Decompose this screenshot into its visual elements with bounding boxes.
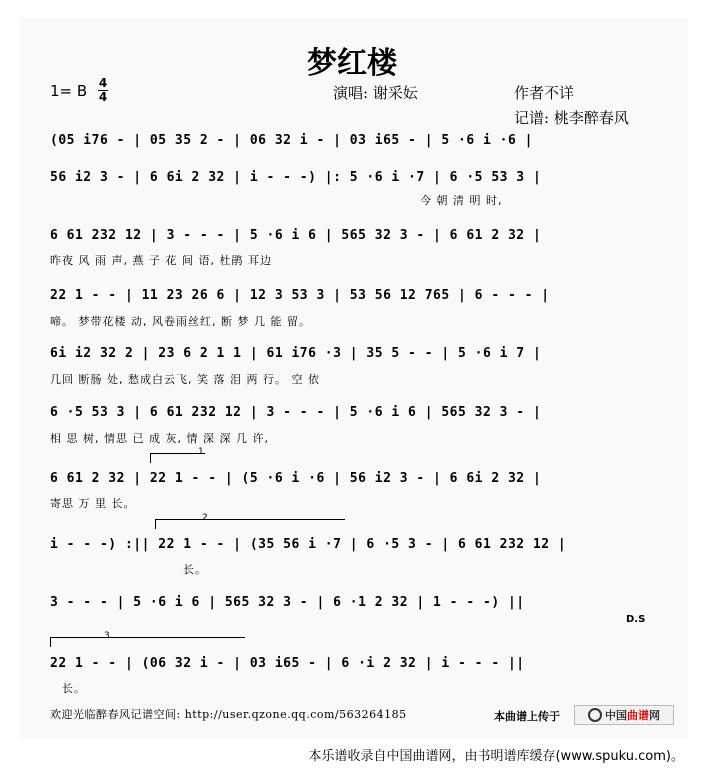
volta-3-tick xyxy=(50,637,51,647)
notation-row-5: 6i i2 32 2 | 23 6 2 1 1 | 61 i76 ·3 | 35 5 - - | 5 ·6 i 7 | xyxy=(50,346,542,361)
upload-label: 本曲谱上传于 xyxy=(494,710,560,723)
site-logo-icon xyxy=(588,708,602,722)
notation-row-8: i - - -) :|| 22 1 - - | (35 56 i ·7 | 6 ·5 3 - | 6 61 232 12 | xyxy=(50,537,567,552)
lyrics-row-8: 长。 xyxy=(183,563,207,576)
site-logo-text: 中国曲谱网 xyxy=(605,709,660,722)
singer: 演唱: 谢采妘 xyxy=(333,84,418,102)
source-note: 本乐谱收录自中国曲谱网，由书明谱库缓存(www.spuku.com)。 xyxy=(308,749,684,764)
notation-row-2: 56 i2 3 - | 6 6i 2 32 | i - - -) |: 5 ·6 i ·7 | 6 ·5 53 3 | xyxy=(50,170,542,185)
time-signature-bottom: 4 xyxy=(98,90,108,104)
composer: 作者不详 xyxy=(514,84,575,102)
lyrics-row-5: 几回 断肠 处, 愁成白云飞, 笑 落 泪 两 行。 空 依 xyxy=(50,373,320,386)
welcome-footer: 欢迎光临醉春风记谱空间: http://user.qzone.qq.com/563264185 xyxy=(50,708,407,721)
lyrics-row-10: 长。 xyxy=(62,682,86,695)
notation-row-4: 22 1 - - | 11 23 26 6 | 12 3 53 3 | 53 56 12 765 | 6 - - - | xyxy=(50,288,550,303)
notation-row-10: 22 1 - - | (06 32 i - | 03 i65 - | 6 ·i 2 32 | i - - - || xyxy=(50,656,525,671)
notation-row-3: 6 61 232 12 | 3 - - - | 5 ·6 i 6 | 565 32 3 - | 6 61 2 32 | xyxy=(50,228,542,243)
lyrics-row-2: 今 朝 清 明 时, xyxy=(420,194,503,207)
notation-row-7: 6 61 2 32 | 22 1 - - | (5 ·6 i ·6 | 56 i2 3 - | 6 6i 2 32 | xyxy=(50,471,542,486)
lyrics-row-6: 相 思 树, 情思 已 成 灰, 情 深 深 几 许, xyxy=(50,432,269,445)
key-signature: 1= B xyxy=(50,82,88,100)
ds-mark: D.S xyxy=(626,614,646,625)
lyrics-row-3: 昨夜 风 雨 声, 燕 子 花 间 语, 杜鹃 耳边 xyxy=(50,254,272,267)
lyrics-row-4: 啼。 梦带花楼 动, 风卷雨丝红, 断 梦 几 能 留。 xyxy=(50,315,311,328)
volta-1-number: 1 xyxy=(198,447,204,457)
volta-3-number: 3 xyxy=(104,631,110,641)
time-signature xyxy=(98,78,108,103)
transcriber: 记谱: 桃李醉春风 xyxy=(514,109,629,127)
volta-3-line xyxy=(50,637,245,638)
volta-2-number: 2 xyxy=(202,513,208,523)
song-title: 梦红楼 xyxy=(307,46,397,81)
lyrics-row-7: 寄思 万 里 长。 xyxy=(50,497,136,510)
notation-row-9: 3 - - - | 5 ·6 i 6 | 565 32 3 - | 6 ·1 2 32 | 1 - - -) || xyxy=(50,595,525,610)
volta-2-line xyxy=(155,519,345,520)
site-logo[interactable] xyxy=(574,705,674,725)
notation-row-1: (05 i76 - | 05 35 2 - | 06 32 i - | 03 i65 - | 5 ·6 i ·6 | xyxy=(50,133,533,148)
volta-2-tick xyxy=(155,519,156,529)
notation-row-6: 6 ·5 53 3 | 6 61 232 12 | 3 - - - | 5 ·6 i 6 | 565 32 3 - | xyxy=(50,405,542,420)
volta-1-line xyxy=(150,453,205,454)
volta-1-tick xyxy=(150,453,151,463)
time-signature-top: 4 xyxy=(98,76,108,90)
